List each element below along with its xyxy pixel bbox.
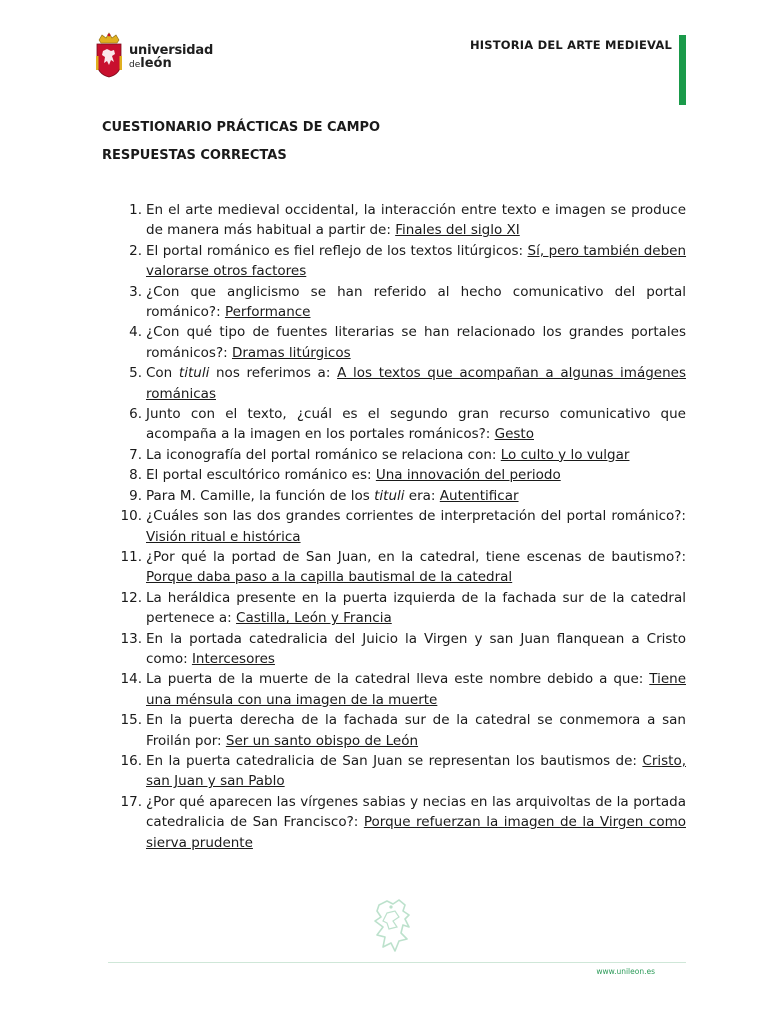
question-item — [102, 404, 686, 445]
question-text: En la puerta catedralicia de San Juan se representan los bautismos de: — [146, 752, 643, 769]
question-number: 7. — [129, 446, 142, 463]
question-number: 10. — [120, 508, 142, 525]
correct-answer: Autentificar — [439, 487, 519, 504]
question-item — [102, 322, 686, 363]
question-item — [102, 506, 686, 547]
question-text: La heráldica presente en la puerta izquierda de la fachada sur de la catedral pertenece a: — [146, 589, 686, 627]
question-text: ¿Con qué tipo de fuentes literarias se han relacionado los grandes portales románicos?: — [146, 324, 686, 361]
question-number: 4. — [129, 324, 142, 341]
logo-line-universidad: universidad — [129, 43, 214, 58]
university-logo — [94, 32, 214, 90]
question-number: 15. — [120, 712, 142, 729]
question-text: Para M. Camille, la función de los — [146, 487, 375, 504]
question-text: En la portada catedralicia del Juicio la Virgen y san Juan flanquean a Cristo como: — [146, 630, 686, 667]
question-text: El portal románico es fiel reflejo de los textos litúrgicos: — [146, 242, 528, 259]
question-item — [102, 792, 686, 853]
correct-answer: Intercesores — [191, 650, 275, 667]
question-text: El portal escultórico románico es: — [146, 467, 376, 484]
correct-answer: Lo culto y lo vulgar — [500, 446, 630, 463]
question-text: era: — [404, 487, 440, 504]
question-text: Con — [146, 365, 179, 382]
correct-answer: Tiene una ménsula con una imagen de la muerte — [146, 671, 686, 708]
question-number: 6. — [129, 406, 142, 423]
question-number: 12. — [120, 589, 142, 606]
correct-answer: Una innovación del periodo — [375, 467, 561, 484]
footer-divider — [108, 962, 686, 963]
correct-answer: Porque daba paso a la capilla bautismal de la catedral — [146, 569, 513, 586]
question-item — [102, 363, 686, 404]
question-text: La puerta de la muerte de la catedral lleva este nombre debido a que: — [146, 671, 650, 688]
logo-leon: león — [140, 56, 172, 71]
correct-answer: Finales del siglo XI — [395, 222, 520, 239]
question-item — [102, 547, 686, 588]
correct-answer: Porque refuerzan la imagen de la Virgen como sierva prudente — [146, 814, 686, 851]
question-italic-term: tituli — [178, 365, 210, 382]
question-number: 16. — [120, 752, 142, 769]
question-text: La iconografía del portal románico se relaciona con: — [146, 446, 501, 463]
correct-answer: Visión ritual e histórica — [146, 528, 301, 545]
question-text: ¿Cuáles son las dos grandes corrientes de interpretación del portal románico?: — [146, 508, 686, 525]
correct-answer: Dramas litúrgicos — [231, 344, 351, 361]
lion-watermark-icon — [365, 895, 423, 957]
document-heading: CUESTIONARIO PRÁCTICAS DE CAMPO — [102, 120, 381, 135]
document-subheading: RESPUESTAS CORRECTAS — [102, 148, 287, 163]
question-text: ¿Con que anglicismo se han referido al hecho comunicativo del portal románico?: — [146, 283, 686, 321]
question-italic-term: tituli — [374, 487, 405, 504]
correct-answer: Castilla, León y Francia — [236, 610, 392, 627]
question-item — [102, 282, 686, 323]
question-number: 9. — [129, 487, 142, 504]
logo-line-leon — [129, 57, 213, 72]
logo-wordmark — [129, 44, 213, 72]
correct-answer: Gesto — [494, 426, 534, 443]
question-number: 3. — [129, 283, 142, 300]
question-text: ¿Por qué aparecen las vírgenes sabias y necias en las arquivoltas de la portada catedralicia de San Francisco?: — [146, 793, 686, 831]
question-text: nos referimos a: — [209, 365, 338, 382]
correct-answer: Ser un santo obispo de León — [225, 732, 419, 749]
question-text: ¿Por qué la portad de San Juan, en la catedral, tiene escenas de bautismo?: — [146, 548, 686, 565]
question-number: 5. — [129, 365, 142, 382]
question-number: 11. — [120, 548, 142, 565]
question-item — [102, 445, 686, 465]
question-number: 13. — [120, 630, 142, 647]
question-text: En el arte medieval occidental, la interacción entre texto e imagen se produce de manera más habitual a partir de: — [146, 202, 686, 239]
question-number: 17. — [120, 793, 142, 810]
question-item — [102, 588, 686, 629]
crest-icon — [94, 32, 124, 78]
question-item — [102, 465, 686, 485]
logo-de: de — [129, 60, 141, 70]
question-number: 1. — [129, 202, 142, 218]
question-list — [102, 200, 686, 853]
correct-answer: Sí, pero también deben valorarse otros factores — [146, 242, 687, 280]
question-item — [102, 200, 686, 241]
question-text: En la puerta derecha de la fachada sur de la catedral se conmemora a san Froilán por: — [146, 712, 686, 749]
accent-bar — [679, 35, 686, 105]
question-item — [102, 629, 686, 670]
question-number: 2. — [129, 242, 142, 259]
question-number: 14. — [120, 671, 142, 688]
question-item — [102, 486, 686, 506]
question-item — [102, 710, 686, 751]
correct-answer: A los textos que acompañan a algunas imágenes románicas — [146, 365, 686, 402]
footer-url: www.unileon.es — [596, 967, 655, 976]
question-item — [102, 751, 686, 792]
correct-answer: Performance — [224, 304, 311, 321]
header-title: HISTORIA DEL ARTE MEDIEVAL — [469, 38, 672, 52]
question-item — [102, 669, 686, 710]
correct-answer: Cristo, san Juan y san Pablo — [146, 752, 686, 790]
question-item — [102, 241, 686, 282]
question-text: Junto con el texto, ¿cuál es el segundo gran recurso comunicativo que acompaña a la imagen en los portales románicos?: — [146, 406, 686, 443]
question-number: 8. — [129, 467, 142, 484]
